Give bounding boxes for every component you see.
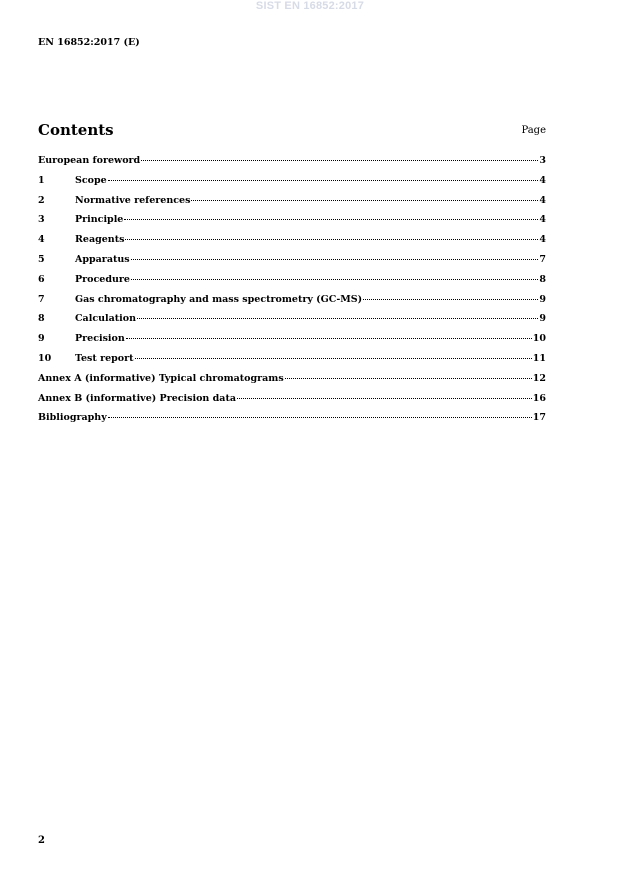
toc-entry-title: Annex B (informative) Precision data (38, 392, 236, 404)
toc-entry[interactable] (38, 274, 546, 294)
contents-title: Contents (38, 121, 114, 139)
toc-entry-title: Scope (75, 174, 107, 186)
toc-entry-title: Bibliography (38, 412, 107, 424)
toc-entry-number: 9 (38, 333, 45, 345)
toc-entry-title: Principle (75, 214, 124, 226)
toc-entry-page: 3 (539, 155, 546, 166)
toc-entry-number: 5 (38, 253, 45, 265)
toc-entry-page: 4 (539, 234, 546, 246)
table-of-contents (38, 155, 546, 432)
toc-entry-page: 17 (532, 412, 546, 424)
toc-entry-page: 4 (539, 174, 546, 186)
toc-leader-dots (191, 200, 538, 201)
document-id: EN 16852:2017 (E) (38, 37, 140, 48)
page-column-label: Page (521, 125, 546, 136)
toc-entry[interactable] (38, 373, 546, 393)
toc-entry[interactable] (38, 234, 546, 254)
toc-entry[interactable] (38, 393, 546, 413)
toc-leader-dots (108, 417, 532, 418)
toc-entry[interactable] (38, 175, 546, 195)
toc-entry-number: 7 (38, 293, 45, 305)
toc-entry-page: 7 (539, 253, 546, 265)
toc-entry-page: 11 (532, 352, 546, 364)
toc-leader-dots (124, 219, 538, 220)
toc-entry[interactable] (38, 353, 546, 373)
toc-leader-dots (108, 180, 539, 181)
toc-entry[interactable] (38, 294, 546, 314)
toc-entry-number: 6 (38, 273, 45, 285)
toc-leader-dots (141, 160, 538, 161)
toc-entry[interactable] (38, 313, 546, 333)
toc-entry-number: 2 (38, 194, 45, 206)
toc-entry-number: 10 (38, 352, 52, 364)
toc-entry-number: 3 (38, 214, 45, 226)
toc-entry-title: Calculation (75, 313, 137, 325)
toc-entry[interactable] (38, 254, 546, 274)
toc-leader-dots (237, 398, 532, 399)
contents-header (38, 121, 546, 143)
toc-leader-dots (131, 259, 539, 260)
toc-entry-title: Precision (75, 333, 125, 345)
toc-entry-title: Annex A (informative) Typical chromatograms (38, 372, 284, 384)
toc-leader-dots (137, 318, 538, 319)
toc-leader-dots (131, 279, 538, 280)
toc-entry-number: 8 (38, 313, 45, 325)
watermark: SIST EN 16852:2017 (255, 0, 365, 12)
toc-entry-page: 16 (532, 392, 546, 404)
page-number: 2 (38, 835, 45, 846)
toc-entry[interactable] (38, 412, 546, 432)
toc-entry-title: Test report (75, 352, 134, 364)
toc-entry-page: 4 (539, 194, 546, 206)
toc-leader-dots (126, 338, 532, 339)
toc-entry-page: 10 (532, 333, 546, 345)
toc-entry-title: Apparatus (75, 253, 130, 265)
toc-entry-page: 8 (539, 273, 546, 285)
toc-leader-dots (135, 358, 532, 359)
toc-leader-dots (285, 378, 532, 379)
toc-entry-page: 4 (539, 214, 546, 226)
toc-entry-number: 4 (38, 234, 45, 246)
toc-entry-page: 9 (539, 293, 546, 305)
toc-leader-dots (125, 239, 538, 240)
toc-entry-page: 12 (532, 372, 546, 384)
toc-entry-number: 1 (38, 174, 45, 186)
toc-entry[interactable] (38, 333, 546, 353)
toc-entry-title: Procedure (75, 273, 130, 285)
toc-leader-dots (363, 299, 538, 300)
toc-entry[interactable] (38, 195, 546, 215)
toc-entry-title: Gas chromatography and mass spectrometry (GC-MS) (75, 293, 363, 305)
toc-entry[interactable] (38, 214, 546, 234)
toc-entry-page: 9 (539, 313, 546, 325)
toc-entry[interactable] (38, 155, 546, 175)
toc-entry-title: Reagents (75, 234, 125, 246)
toc-entry-title: European foreword (38, 155, 141, 166)
toc-entry-title: Normative references (75, 194, 191, 206)
